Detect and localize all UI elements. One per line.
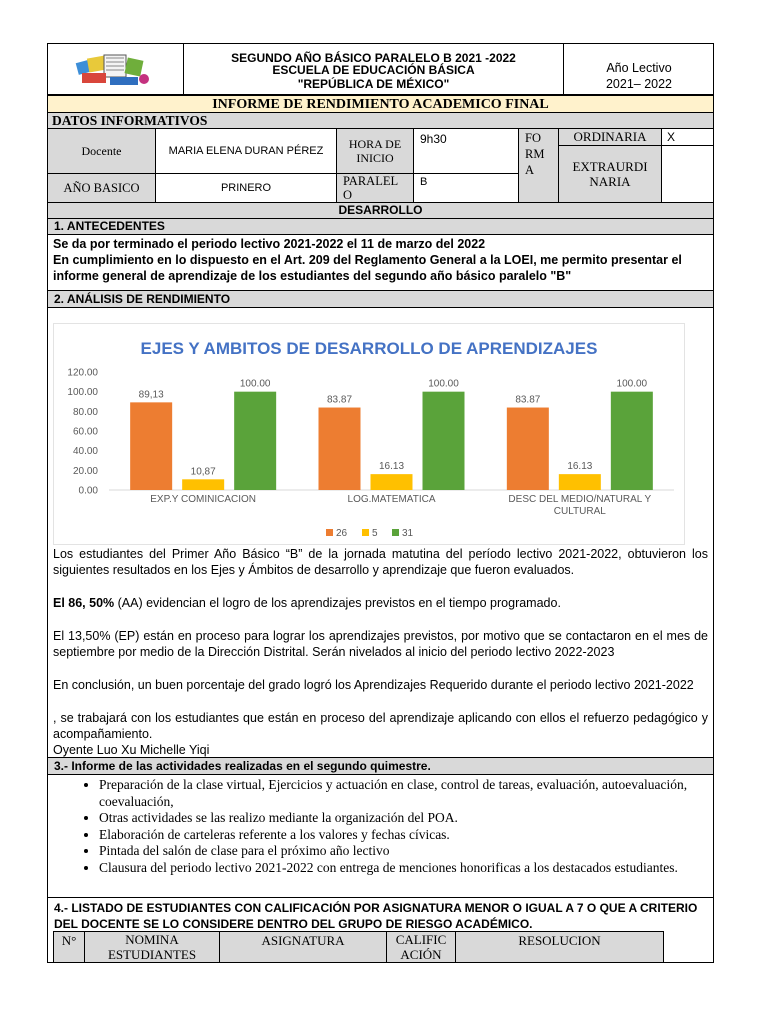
hora-value: 9h30 bbox=[413, 128, 519, 174]
actividades-title: 3.- Informe de las actividades realizadas en el segundo quimestre. bbox=[47, 757, 714, 775]
y-tick-label: 100.00 bbox=[67, 387, 98, 399]
bar-5 bbox=[371, 474, 413, 490]
bar-26 bbox=[507, 408, 549, 490]
category-label-line: DESC DEL MEDIO/NATURAL Y bbox=[508, 494, 652, 505]
legend-swatch-26 bbox=[326, 529, 333, 536]
actividades-list-wrap bbox=[47, 777, 714, 876]
bar-31 bbox=[234, 392, 276, 490]
category-label-line: CULTURAL bbox=[553, 506, 606, 517]
legend-swatch-5 bbox=[362, 529, 369, 536]
anio-label: AÑO BASICO bbox=[47, 173, 156, 203]
y-tick-label: 80.00 bbox=[72, 406, 98, 418]
hora-label: HORA DE INICIO bbox=[336, 128, 414, 174]
data-label: 100.00 bbox=[428, 378, 459, 390]
analisis-title: 2. ANÁLISIS DE RENDIMIENTO bbox=[47, 290, 714, 308]
analisis-p1: Los estudiantes del Primer Año Básico “B” de la jornada matutina del período lectivo 2021-2022, obtuvieron los siguientes resultados en los Ejes y Ámbitos de desarrollo y aprendizaje que fueron evaluados. bbox=[53, 547, 708, 577]
antecedentes-title: 1. ANTECEDENTES bbox=[47, 218, 714, 235]
actividad-item: • Preparación de la clase virtual, Ejercicios y actuación en clase, control de tareas, evaluación, autoevaluación, coevaluación, bbox=[99, 777, 702, 810]
actividad-item: • Clausura del periodo lectivo 2021-2022 con entrega de menciones honorificas a los destacados estudiantes. bbox=[99, 860, 702, 877]
actividad-item: • Elaboración de carteleras referente a los valores y fechas cívicas. bbox=[99, 827, 702, 844]
data-label: 100.00 bbox=[239, 378, 271, 390]
extraordinaria-value bbox=[661, 145, 714, 203]
bar-26 bbox=[319, 408, 361, 490]
analisis-p4b: , se trabajará con los estudiantes que están en proceso del aprendizaje aplicando con ellos el refuerzo pedagógico y acompañamiento. bbox=[53, 711, 708, 741]
report-title: INFORME DE RENDIMIENTO ACADEMICO FINAL bbox=[47, 95, 714, 113]
analisis-p2-highlight: El 86, 50% bbox=[53, 596, 115, 610]
data-label: 10,87 bbox=[190, 466, 216, 478]
col-nomina-header: NOMINA ESTUDIANTES bbox=[84, 931, 220, 963]
category-label-line: LOG.MATEMATICA bbox=[347, 494, 436, 505]
antecedentes-line2: En cumplimiento en lo dispuesto en el Art. 209 del Reglamento General a la LOEI, me permito presentar el informe general de aprendizaje de los estudiantes del segundo año básico paralelo "B" bbox=[53, 253, 682, 283]
ordinaria-value: X bbox=[661, 128, 714, 146]
data-label: 83.87 bbox=[326, 394, 353, 406]
extraordinaria-label: EXTRAURDI NARIA bbox=[558, 145, 662, 203]
paralelo-value: B bbox=[413, 173, 519, 203]
bar-5 bbox=[559, 474, 601, 490]
y-tick-label: 40.00 bbox=[72, 446, 98, 458]
legend-label: 31 bbox=[402, 528, 414, 539]
datos-title: DATOS INFORMATIVOS bbox=[47, 112, 714, 129]
desarrollo-title: DESARROLLO bbox=[47, 202, 714, 219]
header-line3: "REPÚBLICA DE MÉXICO" bbox=[297, 77, 450, 91]
chart-svg bbox=[54, 324, 684, 544]
bar-31 bbox=[611, 392, 653, 490]
bar-5 bbox=[182, 479, 224, 490]
docente-value: MARIA ELENA DURAN PÉREZ bbox=[155, 128, 337, 174]
antecedentes-line1: Se da por terminado el periodo lectivo 2021-2022 el 11 de marzo del 2022 bbox=[53, 237, 486, 251]
y-tick-label: 20.00 bbox=[72, 465, 98, 477]
chart-title: EJES Y AMBITOS DE DESARROLLO DE APRENDIZAJES bbox=[140, 339, 598, 358]
actividad-item: • Otras actividades se las realizo mediante la organización del POA. bbox=[99, 810, 702, 827]
bar-26 bbox=[130, 402, 172, 490]
legend-swatch-31 bbox=[392, 529, 399, 536]
col-asignatura-header: ASIGNATURA bbox=[219, 931, 387, 963]
category-label-line: EXP.Y COMINICACION bbox=[150, 494, 257, 505]
ordinaria-label: ORDINARIA bbox=[558, 128, 662, 146]
legend-label: 5 bbox=[372, 528, 378, 539]
bar-31 bbox=[423, 392, 465, 490]
y-tick-label: 120.00 bbox=[67, 367, 98, 379]
col-n-header: N° bbox=[53, 931, 85, 963]
header-line2: ESCUELA DE EDUCACIÓN BÁSICA bbox=[272, 63, 475, 77]
analisis-p2 bbox=[53, 595, 708, 611]
analisis-p5: Oyente Luo Xu Michelle Yiqi bbox=[53, 743, 210, 757]
year-value: 2021– 2022 bbox=[605, 77, 673, 91]
col-calificacion-header: CALIFIC ACIÓN bbox=[386, 931, 456, 963]
header-line1: SEGUNDO AÑO BÁSICO PARALELO B 2021 -2022 bbox=[231, 51, 516, 65]
data-label: 100.00 bbox=[616, 378, 648, 390]
listado-title: 4.- LISTADO DE ESTUDIANTES CON CALIFICACIÓN POR ASIGNATURA MENOR O IGUAL A 7 O QUE A CRITERIO DEL DOCENTE SE LO CONSIDERE DENTRO DEL GRUPO DE RIESGO ACADÉMICO. bbox=[47, 897, 714, 963]
docente-label: Docente bbox=[47, 128, 156, 174]
category-label bbox=[150, 494, 256, 505]
y-tick-label: 0.00 bbox=[78, 485, 98, 497]
y-tick-label: 60.00 bbox=[72, 426, 98, 438]
school-logo bbox=[74, 49, 156, 91]
analisis-p3: El 13,50% (EP) están en proceso para lograr los aprendizajes previstos, por motivo que se contactaron en el mes de septiembre por medio de la Dirección Distrital. Serán nivelados al inicio del periodo lectivo 2022-2023 bbox=[53, 629, 708, 659]
anio-value: PRINERO bbox=[155, 173, 337, 203]
year-label: Año Lectivo bbox=[606, 61, 672, 75]
category-label bbox=[508, 494, 651, 517]
chart-container bbox=[53, 323, 685, 545]
analisis-p2-text: (AA) evidencian el logro de los aprendizajes previstos en el tiempo programado. bbox=[114, 596, 561, 610]
data-label: 83.87 bbox=[515, 394, 541, 406]
actividad-item: • Pintada del salón de clase para el próximo año lectivo bbox=[99, 843, 702, 860]
data-label: 89,13 bbox=[138, 389, 164, 401]
paralelo-label: PARALEL O bbox=[336, 173, 414, 203]
col-resolucion-header: RESOLUCION bbox=[455, 931, 664, 963]
data-label: 16.13 bbox=[567, 461, 593, 473]
actividades-list bbox=[47, 777, 714, 876]
analisis-p4a: En conclusión, un buen porcentaje del grado logró los Aprendizajes Requerido durante el periodo lectivo 2021-2022 bbox=[53, 678, 694, 692]
legend-label: 26 bbox=[336, 528, 348, 539]
data-label: 16.13 bbox=[378, 461, 405, 473]
forma-label: FO RM A bbox=[518, 128, 559, 203]
category-label bbox=[348, 494, 436, 505]
